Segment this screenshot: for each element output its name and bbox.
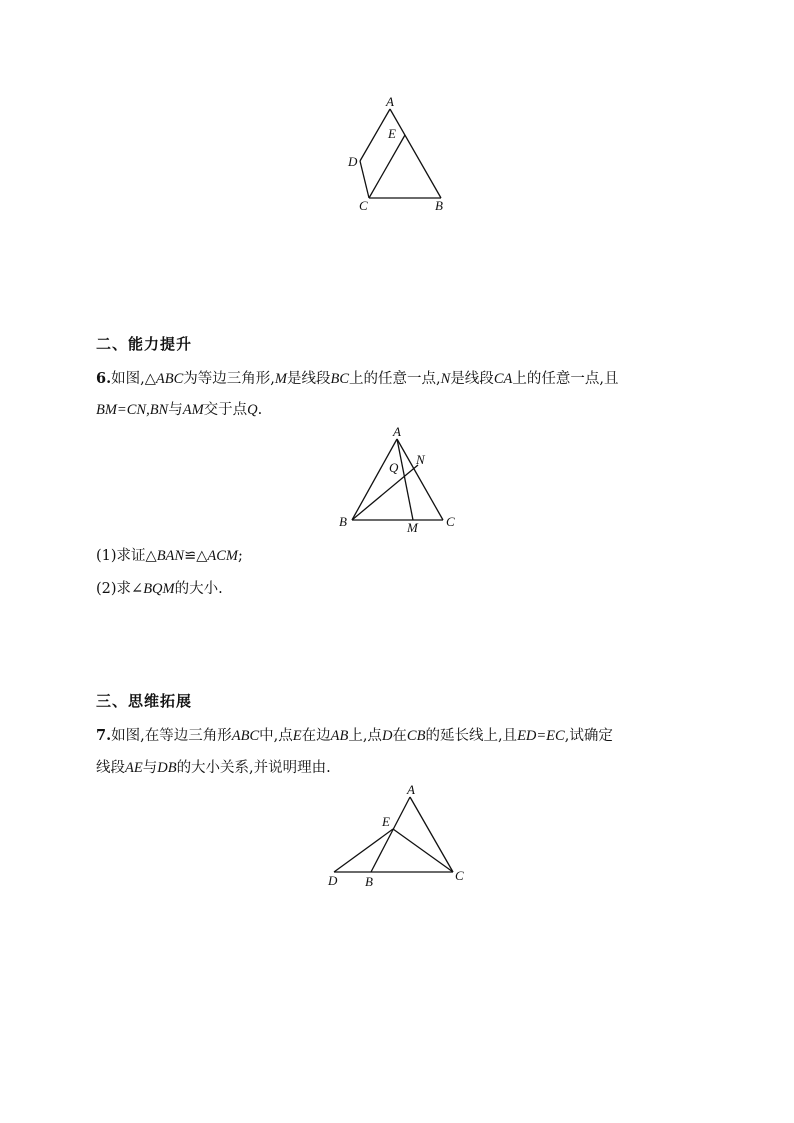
q6-sub-var: BQM xyxy=(143,581,175,597)
q6-text: 为等边三角形, xyxy=(183,371,275,387)
q6-number: 6. xyxy=(96,370,112,387)
q7-text: 中,点 xyxy=(259,728,293,744)
q7-text: 上,点 xyxy=(348,728,382,744)
q7-var: ED=EC xyxy=(517,728,565,744)
figure-3-diagram xyxy=(320,780,480,895)
q6-sub-var: BAN xyxy=(156,548,185,564)
segment-AB xyxy=(390,109,441,198)
q6-text: 是线段 xyxy=(287,371,331,387)
q6-var: AM xyxy=(182,402,204,418)
q7-text: ,试确定 xyxy=(564,728,613,744)
segment-AM xyxy=(397,439,413,520)
q7-var: DB xyxy=(157,760,177,776)
segment-DE xyxy=(334,829,393,872)
section-title-3: 三、思维拓展 xyxy=(96,692,193,710)
q7-text: 在边 xyxy=(301,728,331,744)
segment-AD xyxy=(360,109,390,161)
q6-sub-1 xyxy=(96,544,243,565)
segment-AC xyxy=(410,797,453,872)
q6-sub-2 xyxy=(96,577,223,598)
q7-text: 在 xyxy=(392,728,407,744)
q6-var: M xyxy=(274,371,287,387)
q6-var: ABC xyxy=(155,371,184,387)
figure-2-diagram xyxy=(330,420,470,545)
label-A: A xyxy=(407,782,415,797)
q7-text: 如图,在等边三角形 xyxy=(111,728,232,744)
segment-DC xyxy=(360,161,369,198)
q7-var: E xyxy=(292,728,302,744)
q6-line-1 xyxy=(96,367,618,388)
q6-text: 是线段 xyxy=(450,371,494,387)
q6-var: N xyxy=(440,371,451,387)
segment-CE xyxy=(369,135,405,198)
q6-text: 上的任意一点,且 xyxy=(512,371,619,387)
q6-text: . xyxy=(257,402,263,418)
q7-line-1 xyxy=(96,724,613,745)
q6-text: 如图,△ xyxy=(111,371,156,387)
label-E: E xyxy=(382,814,390,829)
label-C: C xyxy=(359,198,368,213)
label-Q: Q xyxy=(389,460,399,475)
q7-line-2 xyxy=(96,756,331,777)
label-A: A xyxy=(386,94,394,109)
label-N: N xyxy=(416,452,425,467)
segment-AB xyxy=(371,797,410,872)
label-B: B xyxy=(339,514,347,529)
q6-text: 交于点 xyxy=(203,402,248,418)
q6-var: CA xyxy=(493,371,513,387)
q7-text: 线段 xyxy=(96,760,125,776)
q7-text: 的延长线上,且 xyxy=(425,728,518,744)
section-title-2: 二、能力提升 xyxy=(96,335,193,353)
q6-sub-text: ≌△ xyxy=(184,548,208,564)
q7-var: AB xyxy=(330,728,349,744)
label-B: B xyxy=(435,198,443,213)
segment-EC xyxy=(393,829,453,872)
q6-sub-text: (2)求∠ xyxy=(96,581,144,597)
label-A: A xyxy=(393,424,401,439)
label-M: M xyxy=(407,520,418,535)
figure-1-diagram xyxy=(340,90,460,220)
q7-var: CB xyxy=(406,728,426,744)
q7-text: 的大小关系,并说明理由. xyxy=(176,760,331,776)
q7-var: ABC xyxy=(231,728,260,744)
q7-var: D xyxy=(381,728,393,744)
q7-text: 与 xyxy=(142,760,158,776)
q6-sub-text: ; xyxy=(238,548,243,564)
label-D: D xyxy=(348,154,358,169)
segment-AB xyxy=(352,439,397,520)
q7-number: 7. xyxy=(96,727,112,744)
q6-text: 与 xyxy=(168,402,183,418)
label-B: B xyxy=(365,874,373,889)
q7-var: AE xyxy=(125,760,143,776)
label-C: C xyxy=(446,514,455,529)
q6-line-2 xyxy=(96,398,262,419)
q6-var: Q xyxy=(247,402,258,418)
q6-sub-text: 的大小. xyxy=(174,581,223,597)
q6-var: BM=CN,BN xyxy=(96,402,169,418)
q6-sub-text: (1)求证△ xyxy=(96,548,157,564)
label-C: C xyxy=(455,868,464,883)
label-D: D xyxy=(328,873,338,888)
label-E: E xyxy=(388,126,396,141)
q6-sub-var: ACM xyxy=(207,548,239,564)
q6-var: BC xyxy=(330,371,350,387)
q6-text: 上的任意一点, xyxy=(349,371,441,387)
